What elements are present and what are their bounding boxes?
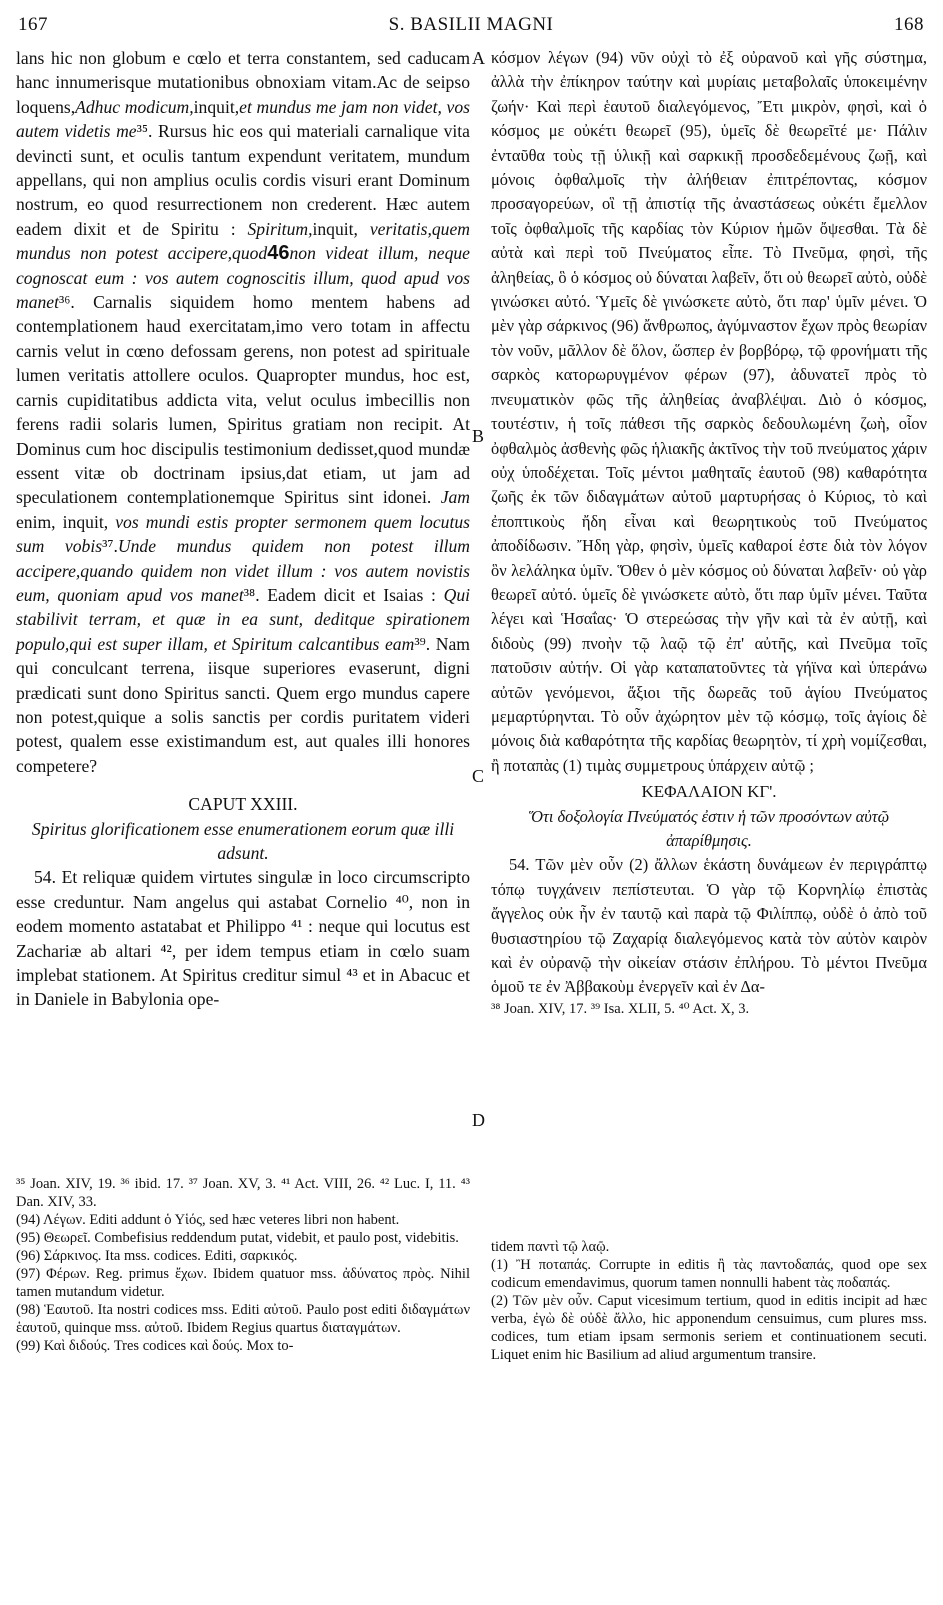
margin-letter-d: D [472, 1110, 485, 1130]
caput-subtitle: Spiritus glorificationem esse enumerationem eorum quæ illi adsunt. [31, 818, 455, 863]
footnote-continuation: tidem παντὶ τῷ λαῷ. [491, 1239, 610, 1255]
margin-letter-b: B [472, 426, 485, 446]
footnote-99: (99) Καὶ διδούς. Tres codices καὶ δούς. Mox to- [16, 1338, 294, 1354]
margin-letter-c: C [472, 766, 485, 786]
page-number-left: 167 [18, 14, 48, 35]
greek-chapter-title: ΚΕΦΑΛΑΙΟΝ ΚΓ'. [641, 782, 777, 802]
running-title: S. BASILII MAGNI [388, 14, 554, 35]
latin-footnotes [16, 1175, 470, 1355]
footnote-97: (97) Φέρων. Reg. primus ἔχων. Ibidem quatuor mss. ἀδύνατος πρὸς. Nihil tamen mutandum videtur. [16, 1266, 470, 1300]
latin-paragraph-1: lans hic non globum e cœlo et terra constantem, sed caducam hanc innumerisque mutationibus obnoxiam vitam.Ac de seipso loquens,Adhuc modicum,inquit,et mundus me jam non videt, vos autem videtis me³⁵. Rursus hic eos qui materiali carnalique vita devincti sunt, et oculis tantum expendunt veritatem, mundum appellans, qui non amplius oculis cordis visuri erant Dominum nostrum, eo quod resurrectionem non crederent. Hæc autem eadem dixit et de Spiritu : Spiritum,inquit, veritatis,quem mundus non potest accipere,quod46non videat illum, neque cognoscat eum : vos autem cognoscitis illum, quod apud vos manet³⁶. Carnalis siquidem homo mentem habens ad contemplationem haud exercitatam,imo vero totam in affectu carnis velut in cœno defossam gerens, non potest ad spirituale lumen veritatis attollere oculos. Quapropter mundus, hoc est, carnis cupiditatibus addicta vita, velut oculus imbecillis non ferens radii solaris lumen, Spiritus gratiam non recipit. At Dominus cum hoc discipulis testimonium dedisset,quod mundæ essent vitæ ob doctrinam ipsius,dat etiam, ut jam ad speculationem contemplationemque Spiritus sint idonei. Jam enim, inquit, vos mundi estis propter sermonem quem locutus sum vobis³⁷.Unde mundus quidem non potest illum accipere,quando quidem non videt illum : vos autem novistis eum, quoniam apud vos manet³⁸. Eadem dicit et Isaias : Qui stabilivit terram, et quæ in ea sunt, deditque spirationem populo,qui est super illam, et Spiritum calcantibus eam³⁹. Nam qui conculcant terrena, iisque superiores evaserunt, digni prædicati sunt dono Spiritus sancti. Quem ergo mundus capere non potest,quique a solis sanctis per cordis puritatem videri potest, qualem esse existimandum est, aut quales illi honores competere? [16, 48, 470, 776]
greek-chapter-subtitle: Ὅτι δοξολογία Πνεύματός ἐστιν ἡ τῶν προσόντων αὐτῷ ἀπαρίθμησις. [528, 806, 890, 850]
latin-column [16, 46, 470, 1012]
page-number-right: 168 [894, 14, 924, 35]
greek-paragraph-1: κόσμον λέγων (94) νῦν οὐχὶ τὸ ἐξ οὐρανοῦ καὶ γῆς σύστημα, ἀλλὰ τὴν ἐπίκηρον ταύτην καὶ μυρίαις μεταβολαῖς ὑποκειμένην ζωήν· Καὶ περὶ ἑαυτοῦ διαλεγόμενος, Ἔτι μικρὸν, φησὶ, καὶ ὁ κόσμος με οὐκέτι θεωρεῖ (95), ὑμεῖς δὲ θεωρεῖτέ με· Πάλιν ἐνταῦθα τοὺς τῇ ὑλικῇ καὶ σαρκικῇ προσδεδεμένους ζωῇ, καὶ μόνοις ὀφθαλμοῖς τὴν ἀλήθειαν ἐπιτρέποντας, κόσμον προσαγορεύων, οἳ τῇ ἀπιστίᾳ τῆς ἀναστάσεως οὐκέτι ἔμελλον τοῖς ὀφθαλμοῖς τῆς καρδίας τὸν Κύριον ἡμῶν ὄψεσθαι. Τὰ δὲ αὐτὰ καὶ περὶ τοῦ Πνεύματος εἶπε. Τὸ Πνεῦμα, φησὶ, τῆς ἀληθείας, ὃ ὁ κόσμος οὐ δύναται λαβεῖν, ὅτι οὐ θεωρεῖ αὐτὸ, οὐδὲ γινώσκει αὐτό. Ὑμεῖς δὲ γινώσκετε αὐτὸ, ὅτι παρ' ὑμῖν μένει. Ὁ μὲν γὰρ σάρκινος (96) ἄνθρωπος, ἀγύμναστον ἔχων πρὸς θεωρίαν τὸν νοῦν, μᾶλλον δὲ ὅλον, ὥσπερ ἐν βορβόρῳ, τῷ φρονήματι τῆς σαρκὸς κατορωρυγμένον φέρων (97), ἀδυνατεῖ πρὸς τὸ πνευματικὸν φῶς τῆς ἀληθείας ἀναβλέψαι. Διὸ ὁ κόσμος, τουτέστιν, ἡ τοῖς πάθεσι τῆς σαρκὸς δεδουλωμένη ζωὴ, οἷον ὀφθαλμὸς ἀσθενὴς φῶς ἡλιακῆς ἀκτῖνος τὴν τοῦ πνεύματος χάριν οὐχ ὑποδέχεται. Τοῖς μέντοι μαθηταῖς ἑαυτοῦ (98) καθαρότητα ζωῆς ἐκ τῶν διδαγμάτων αὐτοῦ μαρτυρήσας ὁ Κύριος, τὸ καὶ ἐποπτικοὺς ἤδη εἶναι καὶ θεωρητικοὺς τοῦ Πνεύματος ἀποδίδωσιν. Ἤδη γὰρ, φησὶν, ὑμεῖς καθαροί ἐστε διὰ τὸν λόγον ὃν λελάληκα ὑμῖν. Ὅθεν ὁ μὲν κόσμος οὐ δύναται λαβεῖν· οὐ γὰρ θεωρεῖ αὐτό. ὑμεῖς δὲ γινώσκετε αὐτὸ, ὅτι παρ ὑμῖν μένει. Ταῦτα λέγει καὶ Ἡσαΐας· Ὁ στερεώσας τὴν γῆν καὶ τὰ ἐν αὐτῇ, καὶ διδοὺς (99) πνοὴν τῷ λαῷ τῷ ἐπ' αὐτῆς, καὶ Πνεῦμα τοῖς πατοῦσιν αὐτήν. Οἱ γὰρ καταπατοῦντες τὰ γήϊνα καὶ ὑπεράνω αὐτῶν γενόμενοι, ἄξιοι τῆς δωρεᾶς τοῦ ἁγίου Πνεύματος μεμαρτύρηνται. Τὸ οὖν ἀχώρητον μὲν τῷ κόσμῳ, τοῖς ἁγίοις δὲ μόνοις διὰ καθαρότητα τῆς καρδίας θεωρητὸν, τί χρὴ νομίζεσθαι, ἢ ποταπὰς (1) τιμὰς συμμετρους ὑπάρχειν αὐτῷ ; [491, 48, 927, 775]
latin-paragraph-2: 54. Et reliquæ quidem virtutes singulæ in loco circumscripto esse creduntur. Nam angelus qui astabat Cornelio ⁴⁰, non in eodem momento astatabat et Philippo ⁴¹ : neque qui locutus est Zachariæ ab altari ⁴², per idem tempus etiam in cœlo suam implebat stationem. At Spiritus creditur simul ⁴³ et in Abacuc et in Daniele in Babylonia ope- [16, 867, 470, 1010]
margin-letter-a: A [472, 48, 485, 68]
scripture-references-right: ³⁸ Joan. XIV, 17. ³⁹ Isa. XLII, 5. ⁴⁰ Act. X, 3. [491, 1000, 750, 1017]
footnote-2: (2) Τῶν μὲν οὖν. Caput vicesimum tertium, quod in editis incipit ad hæc verba, ἐγὼ δὲ οὐδὲ ἄλλο, hic apponendum censuimus, cum plures mss. codices, tum etiam ipsam sermonis seriem et continuationem secuti. Liquet enim hic Basilium ad aliud argumentum transire. [491, 1293, 927, 1363]
footnote-94: (94) Λέγων. Editi addunt ὁ Υἱός, sed hæc veteres libri non habent. [16, 1212, 400, 1228]
greek-column [491, 46, 927, 1018]
greek-footnotes [491, 1238, 927, 1364]
greek-paragraph-2: 54. Τῶν μὲν οὖν (2) ἄλλων ἑκάστη δυνάμεων ἐν περιγράπτῳ τόπῳ τυγχάνειν πεπίστευται. Ὁ γὰρ τῷ Κορνηλίῳ ἐπιστὰς ἄγγελος οὐκ ἦν ἐν ταυτῷ καὶ παρὰ τῷ Φιλίππῳ, οὐδὲ ὁ ἀπὸ τοῦ θυσιαστηρίου τῷ Ζαχαρίᾳ διαλεγόμενος κατὰ τὸν αὐτὸν καιρὸν καὶ ἐν οὐρανῷ τὴν οἰκείαν στάσιν ἐπλήρου. Τὸ μέντοι Πνεῦμα ὁμοῦ τε ἐν Ἀββακοὺμ ἐνεργεῖν καὶ ἐν Δα- [491, 855, 927, 997]
footnote-95: (95) Θεωρεῖ. Combefisius reddendum putat, videbit, et paulo post, videbitis. [16, 1230, 459, 1246]
caput-heading: CAPUT XXIII. [188, 794, 298, 815]
footnote-96: (96) Σάρκινος. Ita mss. codices. Editi, σαρκικός. [16, 1248, 298, 1264]
column-number-46: 46 [267, 242, 290, 265]
scripture-references-left: ³⁵ Joan. XIV, 19. ³⁶ ibid. 17. ³⁷ Joan. XV, 3. ⁴¹ Act. VIII, 26. ⁴² Luc. I, 11. ⁴³ Dan. XIV, 33. [16, 1176, 470, 1210]
page-header [18, 14, 924, 40]
footnote-1: (1) Ἢ ποταπάς. Corrupte in editis ἢ τὰς παντοδαπάς, quod ope sex codicum emendavimus, quorum tamen nonnulli habent τὰς ποδαπάς. [491, 1257, 927, 1291]
footnote-98: (98) Ἑαυτοῦ. Ita nostri codices mss. Editi αὐτοῦ. Paulo post editi διδαγμάτων ἑαυτοῦ, quinque mss. αὐτοῦ. Ibidem Regius quartus διαταγμάτων. [16, 1302, 470, 1336]
